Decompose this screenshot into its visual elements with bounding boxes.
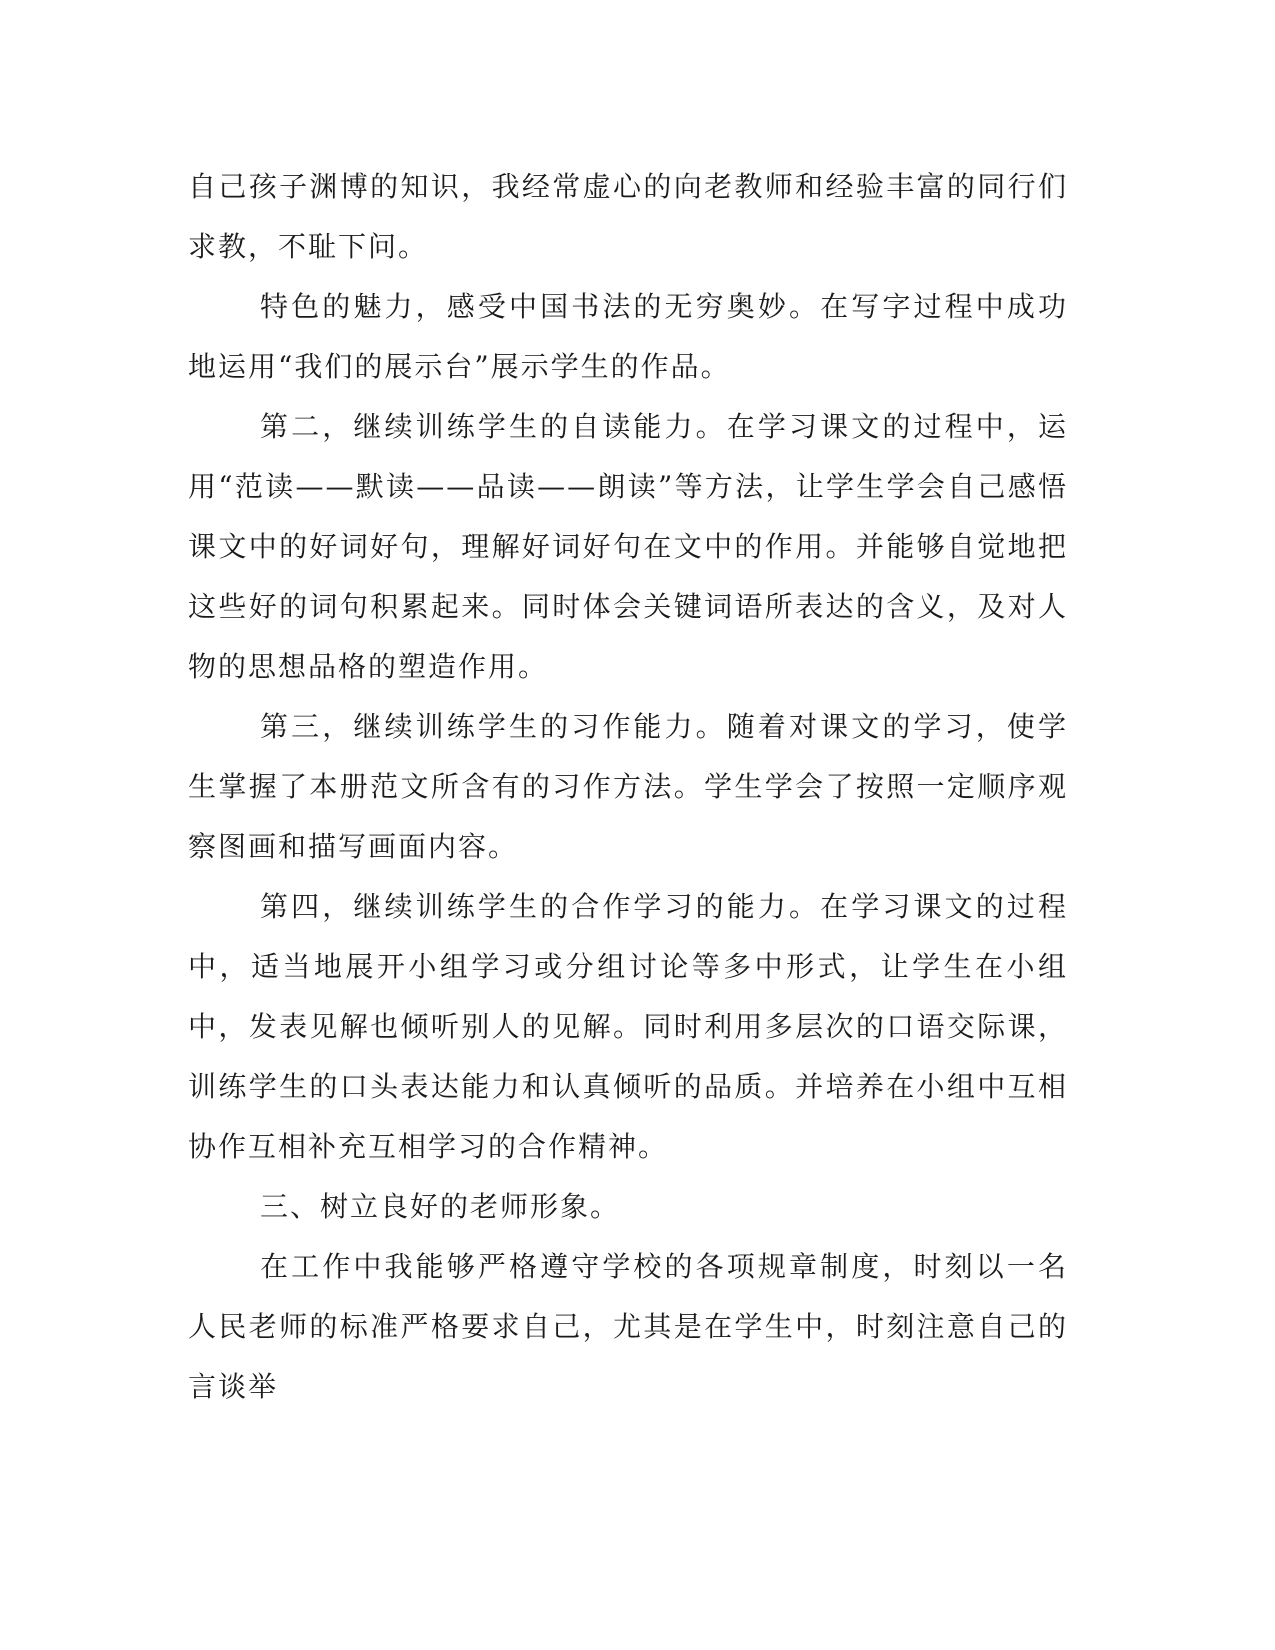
paragraph-1: 自己孩子渊博的知识，我经常虚心的向老教师和经验丰富的同行们求教，不耻下问。: [188, 170, 1068, 263]
paragraph-6: 在工作中我能够严格遵守学校的各项规章制度，时刻以一名人民老师的标准严格要求自己，尤其是在学生中，时刻注意自己的言谈举: [188, 1250, 1068, 1403]
paragraph-4: 第三，继续训练学生的习作能力。随着对课文的学习，使学生掌握了本册范文所含有的习作方法。学生学会了按照一定顺序观察图画和描写画面内容。: [188, 710, 1068, 863]
paragraph-3: 第二，继续训练学生的自读能力。在学习课文的过程中，运用“范读——默读——品读——朗读”等方法，让学生学会自己感悟课文中的好词好句，理解好词好句在文中的作用。并能够自觉地把这些好的词句积累起来。同时体会关键词语所表达的含义，及对人物的思想品格的塑造作用。: [188, 410, 1068, 683]
paragraph-5: 第四，继续训练学生的合作学习的能力。在学习课文的过程中，适当地展开小组学习或分组讨论等多中形式，让学生在小组中，发表见解也倾听别人的见解。同时利用多层次的口语交际课，训练学生的口头表达能力和认真倾听的品质。并培养在小组中互相协作互相补充互相学习的合作精神。: [188, 890, 1068, 1163]
section-heading: 三、树立良好的老师形象。: [260, 1190, 621, 1223]
paragraph-2: 特色的魅力，感受中国书法的无穷奥妙。在写字过程中成功地运用“我们的展示台”展示学生的作品。: [188, 290, 1068, 383]
document-body: [188, 157, 1068, 1417]
